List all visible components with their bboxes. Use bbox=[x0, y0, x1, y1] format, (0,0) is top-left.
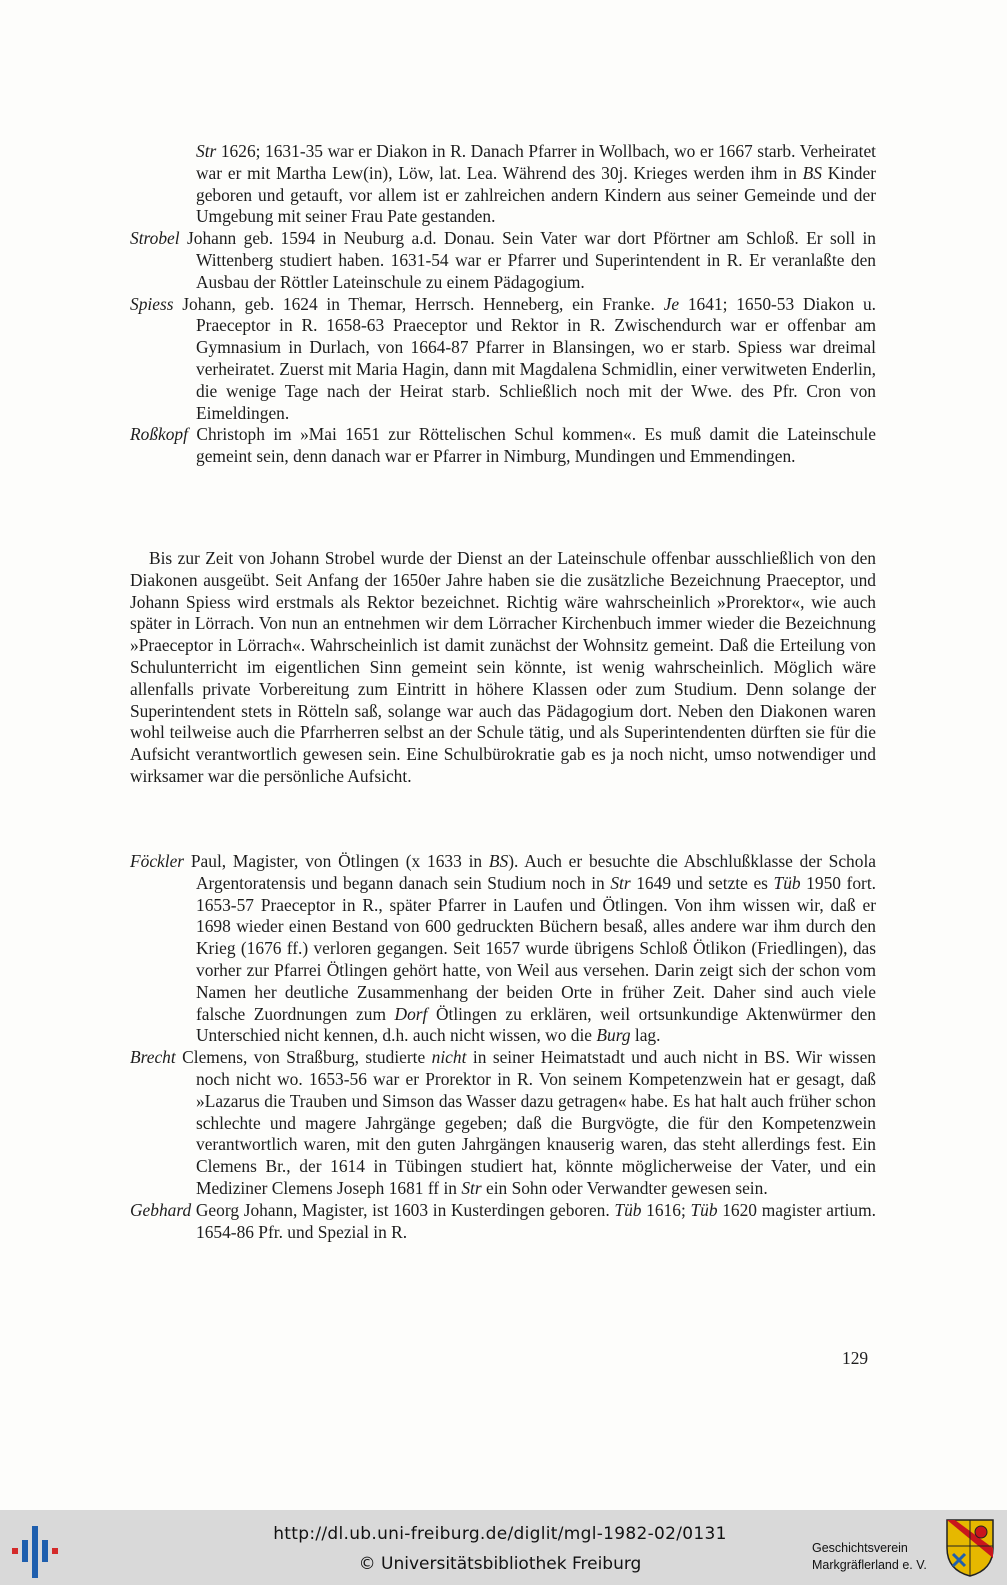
entry-text: 1950 fort. 1653-57 Praeceptor in R., später Pfarrer in Laufen und Ötlingen. Von ihm wissen wir, daß er 1698 wieder einen Bestand von 600 gedruckten Büchern besaß, alles andere war ihm durch den Krieg (1676 ff.) verloren gegangen. Seit 1657 wurde übrigens Schloß Ötlikon (Friedlingen), das vorher zur Pfarrei Ötlingen gehört hatte, von Weil aus versehen. Darin zeigt sich der schon vom Namen her deutliche Zusammenhang der beiden Orte in früher Zeit. Daher sind auch viele falsche Zuordnungen zum bbox=[196, 872, 877, 1024]
register-block-top bbox=[130, 141, 876, 468]
page-number: 129 bbox=[842, 1348, 869, 1368]
italic-text: Je bbox=[663, 293, 680, 314]
register-entry bbox=[130, 294, 876, 425]
entry-name: Gebhard bbox=[130, 1199, 192, 1220]
ub-freiburg-logo-icon bbox=[12, 1526, 64, 1578]
entry-text: ). Auch er besuchte die Abschlußklasse der Schola Argentoratensis und begann danach sein Studium noch in bbox=[196, 851, 876, 893]
entry-text: Johann, geb. 1624 in Themar, Herrsch. Henneberg, ein Franke. bbox=[173, 293, 664, 314]
italic-text: Burg bbox=[596, 1025, 631, 1046]
italic-text: Dorf bbox=[394, 1003, 428, 1024]
entry-text: ein Sohn oder Verwandter gewesen sein. bbox=[481, 1177, 768, 1198]
society-name bbox=[812, 1540, 927, 1574]
society-name-line1: Geschichtsverein bbox=[812, 1541, 908, 1555]
entry-text: 1641; 1650-53 Diakon u. Praeceptor in R. 1658-63 Praeceptor und Rektor in R. Zwischendurch war er offenbar am Gymnasium in Durlach, von 1664-87 Pfarrer in Blansingen, wo er starb. Spiess war dreimal verheiratet. Zuerst mit Maria Hagin, dann mit Magdalena Schmidlin, einer verwitweten Enderlin, die wenige Tage nach der Heirat starb. Schließlich noch mit der Wwe. des Pfr. Cron von Eimeldingen. bbox=[196, 293, 876, 423]
entry-text: 1616; bbox=[641, 1199, 691, 1220]
register-entry bbox=[130, 424, 876, 468]
entry-name: Strobel bbox=[130, 228, 180, 249]
entry-name: Brecht bbox=[130, 1047, 176, 1068]
copyright-text: © Universitätsbibliothek Freiburg bbox=[358, 1554, 642, 1574]
entry-text: in seiner Heimatstadt und auch nicht in BS. Wir wissen noch nicht wo. 1653-56 war er Prorektor in R. Von seinem Kompetenzwein hat er gesagt, daß »Lazarus die Trauben und Simson das Wasser dazu getragen« habe. Es hat halt auch früher schon schlechte und magere Jahrgänge gegeben; daß die Burgvögte, die für den Kompetenzwein verantwortlich waren, mit den guten Jahrgängen knauserig waren, das steht allerdings fest. Ein Clemens Br., der 1614 in Tübingen studiert hat, könnte möglicherweise der Vater, und ein Mediziner Clemens Joseph 1681 ff in bbox=[196, 1047, 876, 1198]
entry-text: Kinder geboren und getauft, vor allem ist er zahlreichen andern Kindern aus seiner Gemeinde und der Umgebung mit seiner Frau Pate gestanden. bbox=[196, 162, 876, 227]
society-name-line2: Markgräflerland e. V. bbox=[812, 1558, 927, 1572]
entry-text: 1626; 1631-35 war er Diakon in R. Danach Pfarrer in Wollbach, wo er 1667 starb. Verheiratet war er mit Martha Lew(in), Löw, lat. Lea. Während des 30j. Krieges werden ihm in bbox=[196, 141, 876, 183]
italic-text: BS bbox=[488, 851, 509, 871]
register-entry bbox=[130, 228, 876, 293]
italic-text: nicht bbox=[431, 1047, 467, 1068]
register-entry bbox=[130, 1200, 876, 1244]
register-entry bbox=[130, 851, 876, 1047]
entry-text: Paul, Magister, von Ötlingen (x 1633 in bbox=[184, 851, 489, 871]
entry-text: 1649 und setzte es bbox=[630, 872, 774, 893]
italic-text: Tüb bbox=[773, 872, 801, 893]
document-url-link[interactable]: http://dl.ub.uni-freiburg.de/diglit/mgl-1982-02/0131 bbox=[273, 1524, 727, 1544]
entry-text: Ötlingen zu erklären, weil ortsunkundige Aktenwürmer den Unterschied nicht kennen, d.h. auch nicht wissen, wo die bbox=[196, 1003, 876, 1046]
entry-text: Georg Johann, Magister, ist 1603 in Kusterdingen geboren. bbox=[191, 1199, 615, 1220]
society-crest-icon bbox=[945, 1518, 995, 1578]
entry-name: Roßkopf bbox=[130, 424, 188, 445]
entry-text: Christoph im »Mai 1651 zur Röttelischen Schul kommen«. Es muß damit die Lateinschule gemeint sein, denn danach war er Pfarrer in Nimburg, Mundingen und Emmendingen. bbox=[187, 424, 876, 467]
entry-name: Föckler bbox=[130, 851, 185, 871]
entry-text: lag. bbox=[630, 1025, 661, 1046]
register-entry bbox=[130, 1047, 876, 1200]
entry-text: 1620 magister artium. 1654-86 Pfr. und Spezial in R. bbox=[196, 1199, 877, 1242]
italic-text: Str bbox=[461, 1177, 482, 1198]
italic-text: Str bbox=[610, 872, 631, 893]
register-entry bbox=[130, 141, 876, 228]
entry-text: Johann geb. 1594 in Neuburg a.d. Donau. Sein Vater war dort Pförtner am Schloß. Er soll in Wittenberg studiert haben. 1631-54 war er Pfarrer und Superintendent in R. Er veranlaßte den Ausbau der Röttler Lateinschule zu einem Pädagogium. bbox=[179, 228, 876, 292]
italic-text: BS bbox=[802, 162, 822, 183]
italic-text: Str bbox=[196, 141, 217, 161]
italic-text: Tüb bbox=[614, 1199, 642, 1220]
entry-name: Spiess bbox=[130, 293, 174, 314]
entry-text: Clemens, von Straßburg, studierte bbox=[175, 1047, 432, 1068]
italic-text: Tüb bbox=[690, 1199, 718, 1220]
body-paragraph: Bis zur Zeit von Johann Strobel wurde der Dienst an der Lateinschule offenbar ausschließlich von den Diakonen ausgeübt. Seit Anfang der 1650er Jahre haben sie die zusätzliche Bezeichnung Praeceptor, und Johann Spiess wird erstmals als Rektor bezeichnet. Richtig wäre wahrscheinlich »Prorektor«, wie auch später in Lörrach. Von nun an entnehmen wir dem Lörracher Kirchenbuch immer wieder die Bezeichnung »Praeceptor in Lörrach«. Wahrscheinlich ist damit zunächst der Wohnsitz gemeint. Daß die Erteilung von Schulunterricht im eigentlichen Sinn gemeint sein könnte, ist wenig wahrscheinlich. Möglich wäre allenfalls private Vorbereitung zum Eintritt in höhere Klassen oder zum Studium. Denn solange der Superintendent stets in Rötteln saß, solange war auch das Pädagogium dort. Neben den Diakonen waren wohl teilweise auch die Pfarrherren selbst an der Schule tätig, und als Superintendenten dürften sie für die Aufsicht verantwortlich gewesen sein. Eine Schulbürokratie gab es ja noch nicht, umso notwendiger und wirksamer war die persönliche Aufsicht. bbox=[130, 548, 876, 786]
footer-bar bbox=[0, 1510, 1007, 1585]
register-block-bottom bbox=[130, 851, 876, 1243]
